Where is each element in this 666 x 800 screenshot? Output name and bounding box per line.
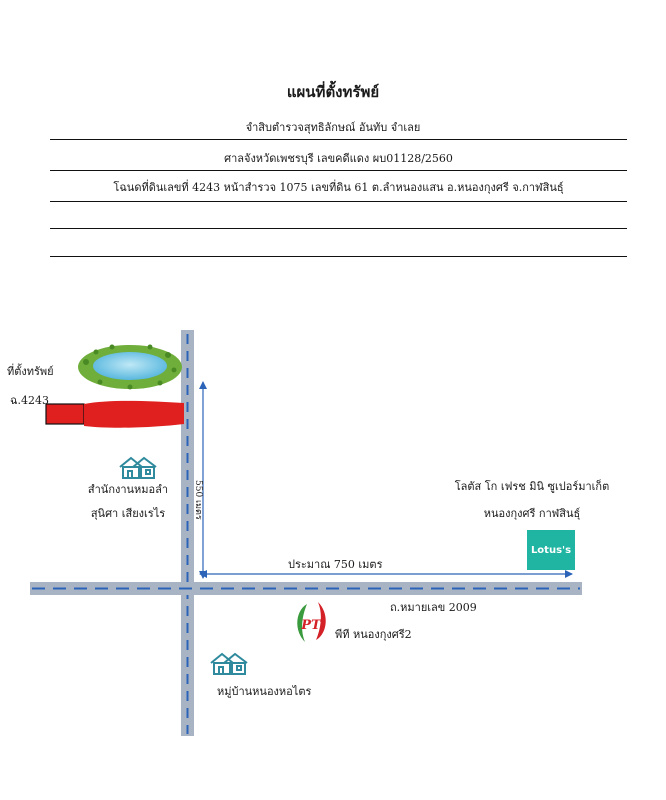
title-deed-line: โฉนดที่ดินเลขที่ 4243 หน้าสำรวจ 1075 เลขที่ดิน 61 ต.ลำหนองแสน อ.หนองกุงศรี จ.กาฬสินธุ์ [113, 181, 564, 194]
vertical-road [181, 330, 194, 736]
deed-number-label: ฉ.4243 [10, 394, 49, 407]
vertical-distance-label: 550 เมตร [193, 480, 203, 520]
pond-icon [78, 345, 182, 390]
horizontal-distance-label: ประมาณ 750 เมตร [288, 558, 383, 571]
village-label: หมู่บ้านหนองหอไตร [217, 685, 312, 698]
road-label: ถ.หมายเลข 2009 [390, 601, 477, 614]
court-case-line: ศาลจังหวัดเพชรบุรี เลขคดีแดง ผบ01128/2560 [224, 152, 453, 165]
property-marker [46, 401, 184, 428]
page-title: แผนที่ตั้งทรัพย์ [286, 83, 380, 101]
store-label-line1: โลตัส โก เฟรช มินิ ซูเปอร์มาเก็ต [454, 480, 610, 493]
highway-2009 [30, 582, 582, 595]
office-label-line1: สำนักงานหมอลำ [87, 483, 169, 496]
pt-logo-icon [297, 602, 325, 642]
svg-text:Lotus's: Lotus's [530, 545, 572, 556]
office-label [68, 480, 188, 522]
store-label-line2: หนองกุงศรี กาฬสินธุ์ [483, 507, 581, 520]
lotus-logo-icon [527, 530, 575, 570]
house-icon [120, 458, 156, 478]
svg-text:PT: PT [301, 618, 321, 633]
gas-station-label: พีที หนองกุงศรี2 [335, 628, 412, 641]
house-icon [211, 654, 247, 674]
property-location-label: ที่ตั้งทรัพย์ [7, 365, 54, 378]
lotus-store-label [432, 477, 632, 522]
defendant-line: จำสิบตำรวจสุทธิลักษณ์ อันทับ จำเลย [245, 121, 421, 134]
office-label-line2: สุนิศา เสียงเรไร [90, 507, 166, 520]
